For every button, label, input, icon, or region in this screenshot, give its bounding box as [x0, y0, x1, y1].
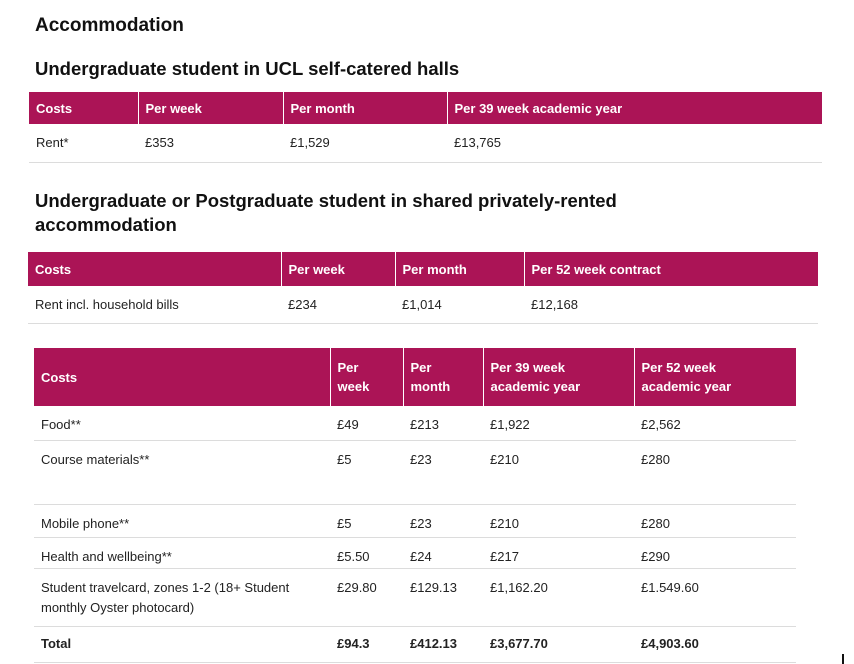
food-month: £213: [403, 406, 483, 440]
table-row: [34, 568, 796, 626]
private-header-per-contract: Per 52 week contract: [524, 252, 818, 286]
travelcard-week: £29.80: [330, 568, 403, 626]
halls-table: [29, 92, 822, 163]
living-header-per-week: Per week: [330, 348, 403, 406]
mobile-phone-label: Mobile phone**: [34, 504, 330, 537]
course-materials-52-week: £280: [634, 440, 796, 504]
halls-rent-year: £13,765: [447, 124, 822, 162]
table-row: [28, 286, 818, 323]
halls-header-per-month: Per month: [283, 92, 447, 124]
section-title: Accommodation: [35, 15, 184, 36]
halls-rent-label: Rent*: [29, 124, 138, 162]
table-row: [34, 504, 796, 537]
halls-header-per-week: Per week: [138, 92, 283, 124]
private-header-row: [28, 252, 818, 286]
corner-mark: [842, 654, 844, 664]
total-month: £412.13: [403, 626, 483, 662]
mobile-phone-39-week: £210: [483, 504, 634, 537]
living-costs-table: [34, 348, 796, 663]
course-materials-week: £5: [330, 440, 403, 504]
table-row: [29, 124, 822, 162]
private-header-costs: Costs: [28, 252, 281, 286]
private-rent-contract: £12,168: [524, 286, 818, 323]
mobile-phone-week: £5: [330, 504, 403, 537]
table-row: [34, 406, 796, 440]
health-month: £24: [403, 537, 483, 568]
mobile-phone-month: £23: [403, 504, 483, 537]
travelcard-39-week: £1,162.20: [483, 568, 634, 626]
halls-title: Undergraduate student in UCL self-catered halls: [35, 58, 460, 79]
private-rent-label: Rent incl. household bills: [28, 286, 281, 323]
living-header-costs: Costs: [34, 348, 330, 406]
table-row: [34, 537, 796, 568]
private-title-line1: Undergraduate or Postgraduate student in shared privately-rented: [35, 190, 617, 211]
total-row: [34, 626, 796, 662]
total-label: Total: [34, 626, 330, 662]
health-39-week: £217: [483, 537, 634, 568]
health-52-week: £290: [634, 537, 796, 568]
travelcard-month: £129.13: [403, 568, 483, 626]
course-materials-month: £23: [403, 440, 483, 504]
food-week: £49: [330, 406, 403, 440]
course-materials-label: Course materials**: [34, 440, 330, 504]
health-week: £5.50: [330, 537, 403, 568]
living-header-row: [34, 348, 796, 406]
total-39-week: £3,677.70: [483, 626, 634, 662]
food-39-week: £1,922: [483, 406, 634, 440]
halls-header-row: [29, 92, 822, 124]
course-materials-39-week: £210: [483, 440, 634, 504]
living-header-per-39-week: Per 39 week academic year: [483, 348, 634, 406]
private-header-per-week: Per week: [281, 252, 395, 286]
halls-header-per-year: Per 39 week academic year: [447, 92, 822, 124]
health-label: Health and wellbeing**: [34, 537, 330, 568]
private-rent-week: £234: [281, 286, 395, 323]
travelcard-52-week: £1.549.60: [634, 568, 796, 626]
private-title: [35, 189, 617, 237]
table-row: [34, 440, 796, 504]
living-header-per-month: Per month: [403, 348, 483, 406]
food-52-week: £2,562: [634, 406, 796, 440]
living-header-per-52-week: Per 52 week academic year: [634, 348, 796, 406]
private-header-per-month: Per month: [395, 252, 524, 286]
private-table: [28, 252, 818, 324]
total-52-week: £4,903.60: [634, 626, 796, 662]
food-label: Food**: [34, 406, 330, 440]
private-rent-month: £1,014: [395, 286, 524, 323]
halls-header-costs: Costs: [29, 92, 138, 124]
total-week: £94.3: [330, 626, 403, 662]
halls-rent-month: £1,529: [283, 124, 447, 162]
halls-rent-week: £353: [138, 124, 283, 162]
private-title-line2: accommodation: [35, 214, 177, 235]
mobile-phone-52-week: £280: [634, 504, 796, 537]
travelcard-label: Student travelcard, zones 1-2 (18+ Student monthly Oyster photocard): [34, 568, 330, 626]
